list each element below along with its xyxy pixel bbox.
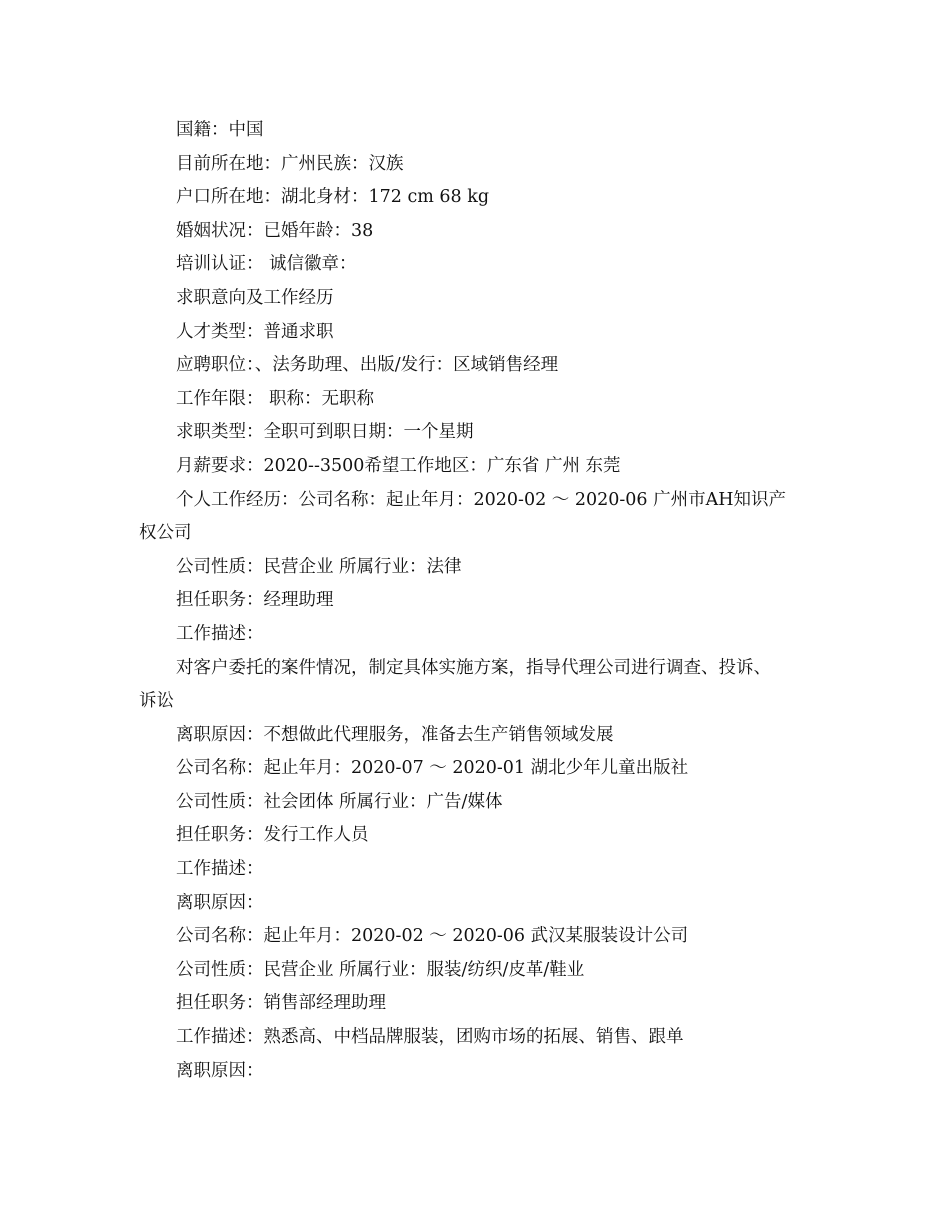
text-line: 担任职务：销售部经理助理 xyxy=(176,993,386,1014)
text-line: 离职原因： xyxy=(176,1060,264,1081)
text-line: 对客户委托的案件情况，制定具体实施方案，指导代理公司进行调查、投诉、 xyxy=(176,657,771,678)
text-line: 公司性质：社会团体 所属行业：广告/媒体 xyxy=(176,791,503,812)
text-line: 国籍：中国 xyxy=(176,120,264,140)
text-line: 工作描述：熟悉高、中档品牌服装，团购市场的拓展、销售、跟单 xyxy=(176,1027,684,1048)
text-line: 目前所在地：广州民族：汉族 xyxy=(176,153,404,174)
text-line: 担任职务：经理助理 xyxy=(176,590,334,611)
text-line: 公司名称：起止年月：2020-07 ～ 2020-01 湖北少年儿童出版社 xyxy=(176,758,689,779)
text-line: 工作描述： xyxy=(176,859,264,880)
text-line: 婚姻状况：已婚年龄：38 xyxy=(176,220,374,241)
text-line-continuation: 诉讼 xyxy=(139,691,174,712)
text-line: 公司性质：民营企业 所属行业：服装/纺织/皮革/鞋业 xyxy=(176,959,585,980)
text-line: 求职类型：全职可到职日期：一个星期 xyxy=(176,422,474,443)
text-line: 担任职务：发行工作人员 xyxy=(176,825,369,846)
text-line-continuation: 权公司 xyxy=(139,523,192,544)
text-line: 公司名称：起止年月：2020-02 ～ 2020-06 武汉某服装设计公司 xyxy=(176,926,689,947)
text-line: 公司性质：民营企业 所属行业：法律 xyxy=(176,556,462,577)
text-line: 离职原因： xyxy=(176,892,264,913)
text-line: 培训认证： 诚信徽章： xyxy=(176,254,357,275)
text-line: 工作年限： 职称：无职称 xyxy=(176,388,375,409)
text-line: 离职原因：不想做此代理服务，准备去生产销售领域发展 xyxy=(176,724,614,745)
text-line: 户口所在地：湖北身材：172 cm 68 kg xyxy=(176,187,490,208)
text-line: 人才类型：普通求职 xyxy=(176,321,334,342)
text-line: 月薪要求：2020--3500希望工作地区：广东省 广州 东莞 xyxy=(176,455,621,476)
resume-body xyxy=(139,114,819,1088)
text-line: 个人工作经历：公司名称：起止年月：2020-02 ～ 2020-06 广州市AH知识产 xyxy=(176,489,787,510)
text-line: 应聘职位：、法务助理、出版/发行：区域销售经理 xyxy=(176,355,559,376)
text-line: 工作描述： xyxy=(176,623,264,644)
text-line: 求职意向及工作经历 xyxy=(176,287,334,308)
